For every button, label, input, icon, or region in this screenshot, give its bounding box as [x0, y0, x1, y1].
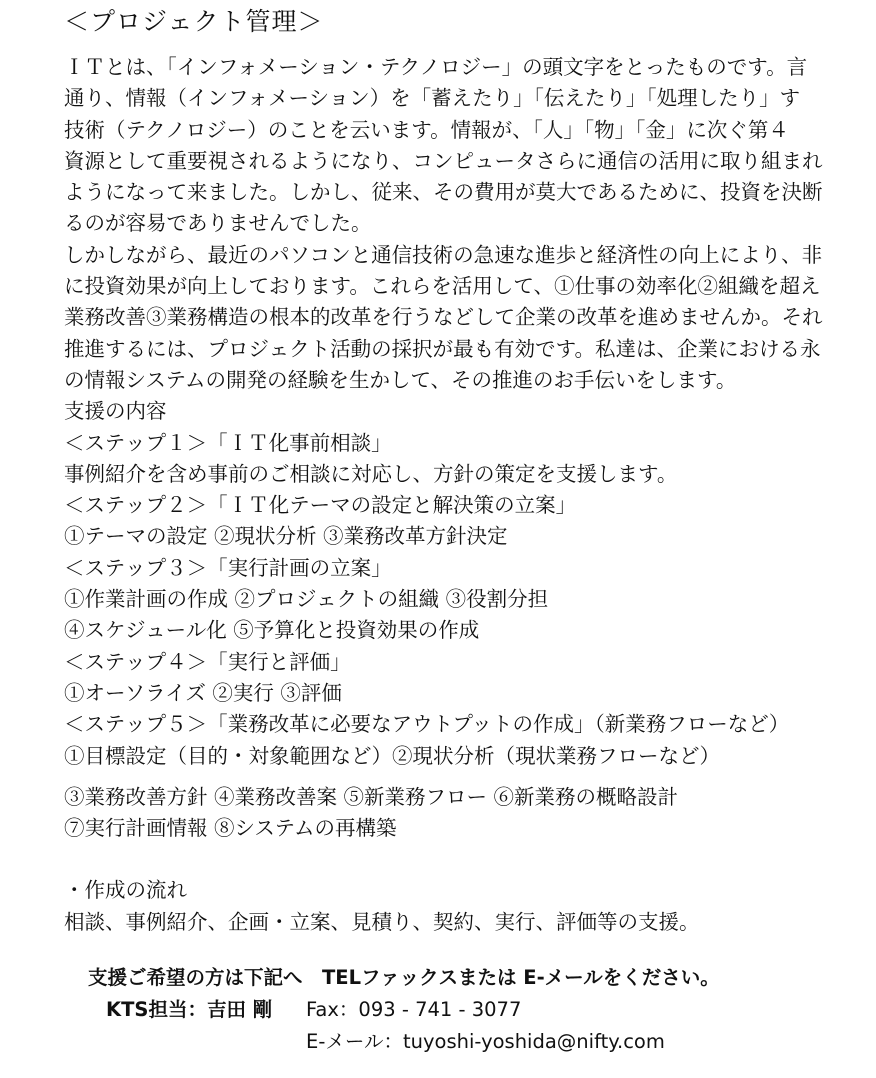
step-2-title: ＜ステップ２＞「ＩＴ化テーマの設定と解決策の立案」	[64, 493, 577, 518]
step-1-detail: 事例紹介を含め事前のご相談に対応し、方針の策定を支援します。	[64, 461, 678, 486]
page-title: ＜プロジェクト管理＞	[64, 7, 324, 36]
body-line: 推進するには、プロジェクト活動の採択が最も有効です。私達は、企業における永	[64, 336, 821, 361]
body-line: 技術（テクノロジー）のことを云います。情報が、「人」「物」「金」に次ぐ第４	[64, 117, 789, 142]
body-line: ようになって来ました。しかし、従来、その費用が莫大であるために、投資を決断	[64, 180, 823, 205]
body-line: の情報システムの開発の経験を生かして、その推進のお手伝いをします。	[64, 367, 737, 392]
body-line: 通り、情報（インフォメーション）を「蓄えたり」「伝えたり」「処理したり」す	[64, 86, 801, 111]
step-4-detail: ①オーソライズ ②実行 ③評価	[64, 680, 342, 705]
step-5-title: ＜ステップ５＞「業務改革に必要なアウトプットの作成」（新業務フローなど）	[64, 712, 790, 737]
body-line: ＩＴとは、「インフォメーション・テクノロジー」の頭文字をとったものです。言	[64, 55, 808, 79]
step-3-title: ＜ステップ３＞「実行計画の立案」	[64, 555, 392, 580]
step-2-detail: ①テーマの設定 ②現状分析 ③業務改革方針決定	[64, 524, 508, 549]
body-line: に投資効果が向上しております。これらを活用して、①仕事の効率化②組織を超え	[64, 274, 821, 299]
contact-request: 支援ご希望の方は下記へ TELファックスまたは E-メールをください。	[88, 966, 720, 989]
step-3-detail: ①作業計画の作成 ②プロジェクトの組織 ③役割分担	[64, 587, 549, 612]
body-line: るのが容易でありませんでした。	[64, 211, 372, 236]
section-heading-support: 支援の内容	[64, 399, 167, 424]
step-4-title: ＜ステップ４＞「実行と評価」	[64, 649, 351, 674]
body-line: しかしながら、最近のパソコンと通信技術の急速な進歩と経済性の向上により、非	[64, 242, 823, 267]
body-line: 業務改善③業務構造の根本的改革を行うなどして企業の改革を進めませんか。それ	[64, 305, 823, 330]
flow-heading: ・作成の流れ	[64, 878, 187, 903]
step-5-detail: ①目標設定（目的・対象範囲など）②現状分析（現状業務フローなど）	[64, 743, 720, 768]
step-3-detail: ④スケジュール化 ⑤予算化と投資効果の作成	[64, 618, 480, 643]
step-1-title: ＜ステップ１＞「ＩＴ化事前相談」	[64, 430, 392, 455]
step-5-detail: ③業務改善方針 ④業務改善案 ⑤新業務フロー ⑥新業務の概略設計	[64, 784, 679, 809]
contact-person-row	[106, 994, 522, 1025]
contact-email: E-メール：tuyoshi-yoshida@nifty.com	[306, 1030, 665, 1053]
body-line: 資源として重要視されるようになり、コンピュータさらに通信の活用に取り組まれ	[64, 148, 823, 173]
step-5-detail: ⑦実行計画情報 ⑧システムの再構築	[64, 816, 397, 841]
contact-person: KTS担当：吉田 剛	[106, 998, 273, 1021]
flow-detail: 相談、事例紹介、企画・立案、見積り、契約、実行、評価等の支援。	[64, 909, 700, 934]
document-body	[64, 52, 876, 938]
contact-fax: Fax：093 - 741 - 3077	[306, 998, 522, 1021]
